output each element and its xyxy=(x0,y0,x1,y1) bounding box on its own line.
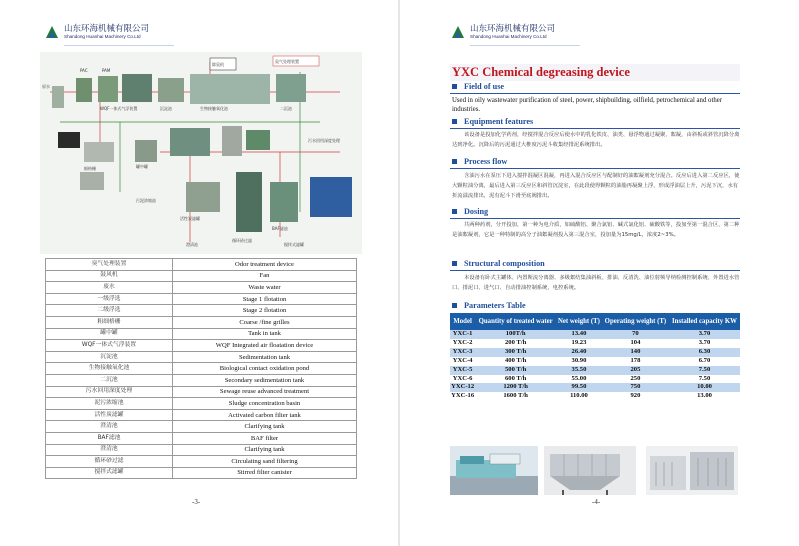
section-label: Parameters Table xyxy=(464,301,526,310)
table-row xyxy=(450,357,740,366)
logo-icon xyxy=(44,24,60,40)
section-parameters-table xyxy=(452,301,526,310)
legend-en-cell: Circulating sand filtering xyxy=(173,456,357,468)
legend-row xyxy=(46,374,357,386)
parameters-cell: YXC-5 xyxy=(450,366,475,375)
table-row xyxy=(450,392,740,401)
parameters-cell: 3.70 xyxy=(669,330,740,339)
bullet-square-icon xyxy=(452,159,457,164)
diagram-label: 澄清池 xyxy=(186,242,198,247)
parameters-cell: 920 xyxy=(602,392,669,401)
parameters-cell: 55.00 xyxy=(556,375,602,384)
parameters-header-cell: Quantity of treated water xyxy=(475,313,556,330)
legend-cn-cell: 搅拌式滤罐 xyxy=(46,467,173,479)
parameters-cell: 7.50 xyxy=(669,366,740,375)
parameters-cell: 178 xyxy=(602,357,669,366)
page-title: YXC Chemical degreasing device xyxy=(452,65,630,79)
parameters-cell: YXC-3 xyxy=(450,348,475,357)
parameters-cell: 100T/h xyxy=(475,330,556,339)
diagram-label: 循环砂过滤 xyxy=(232,238,252,243)
legend-en-cell: Coarse /fine grilles xyxy=(173,316,357,328)
section-label: Structural composition xyxy=(464,259,545,268)
field-of-use-text: Used in oily wastewater purification of steel, power, shipbuilding, oilfield, petrochemical and other industries. xyxy=(452,97,723,113)
diagram-label: 搅拌式滤罐 xyxy=(284,242,304,247)
legend-en-cell: BAF filter xyxy=(173,432,357,444)
parameters-cell: 300 T/h xyxy=(475,348,556,357)
legend-cn-cell: 粗细格栅 xyxy=(46,316,173,328)
diagram-label: 罐中罐 xyxy=(136,164,148,169)
legend-cn-cell: 泥污浓缩池 xyxy=(46,398,173,410)
product-photo-1 xyxy=(450,446,538,495)
legend-row xyxy=(46,270,357,282)
dosing-text: 共两种药剂，分开投加，第一种为电介质，如硫酸铝、聚合氯铝、碱式氯化铝、硫酸铁等，投加至第一混合区，第二种是油絮凝剂，它是一种特制的高分子油絮凝剂投入第三混合室，投加量为15mg/L，浓度2~3%。 xyxy=(452,222,740,238)
legend-cn-cell: 沉淀池 xyxy=(46,351,173,363)
legend-en-cell: Clarifying tank xyxy=(173,444,357,456)
parameters-cell: 30.90 xyxy=(556,357,602,366)
table-row xyxy=(450,375,740,384)
company-name-en: Shandong Huanhai Machinery Co.Ltd xyxy=(470,34,547,39)
diagram-label: 原水 xyxy=(42,84,50,89)
table-row xyxy=(450,339,740,348)
legend-cn-cell: 澄清池 xyxy=(46,421,173,433)
legend-en-cell: Stage 1 flotation xyxy=(173,293,357,305)
parameters-cell: YXC-6 xyxy=(450,375,475,384)
bullet-square-icon xyxy=(452,303,457,308)
legend-row xyxy=(46,456,357,468)
legend-row xyxy=(46,444,357,456)
legend-en-cell: Sludge concentration basin xyxy=(173,398,357,410)
legend-en-cell: Biological contact oxidation pond xyxy=(173,363,357,375)
parameters-header-cell: Net weight (T) xyxy=(556,313,602,330)
legend-row xyxy=(46,305,357,317)
bullet-square-icon xyxy=(452,261,457,266)
parameters-cell: YXC-1 xyxy=(450,330,475,339)
legend-en-cell: Stage 2 flotation xyxy=(173,305,357,317)
parameters-cell: 400 T/h xyxy=(475,357,556,366)
section-rule xyxy=(450,93,740,94)
legend-row xyxy=(46,386,357,398)
section-field-of-use xyxy=(452,82,504,91)
legend-row xyxy=(46,293,357,305)
legend-row xyxy=(46,432,357,444)
legend-cn-cell: BAF滤池 xyxy=(46,432,173,444)
legend-cn-cell: 污水回用深度处理 xyxy=(46,386,173,398)
company-name-en: Shandong Huanhai Machinery Co.Ltd xyxy=(64,34,141,39)
product-photo-2 xyxy=(544,446,636,495)
legend-en-cell: Secondary sedimentation tank xyxy=(173,374,357,386)
section-label: Process flow xyxy=(464,157,508,166)
page-number-left: -3- xyxy=(192,498,201,506)
legend-row xyxy=(46,282,357,294)
parameters-cell: 104 xyxy=(602,339,669,348)
section-rule xyxy=(450,128,740,129)
parameters-cell: 205 xyxy=(602,366,669,375)
legend-en-cell: Fan xyxy=(173,270,357,282)
parameters-header-cell: Installed capacity KW xyxy=(669,313,740,330)
logo-rule xyxy=(64,45,174,46)
process-flow-text: 含油污水在泵压下进入搅拌混凝区混凝，再进入混合反应区与配制好的油絮凝剂充分混合。反应后进入第二反应区，使大颗粒油分离，最后进入第三反应区和斜管沉淀室，在此段使得颗粒的油脂再凝聚上浮，形成浮油层上升，污泥下沉，水有折流溢流排出，泥有泥斗下滑至底阀排出。 xyxy=(452,173,740,199)
legend-cn-cell: 废水 xyxy=(46,282,173,294)
legend-row xyxy=(46,363,357,375)
section-equipment-features xyxy=(452,117,533,126)
parameters-cell: 3.70 xyxy=(669,339,740,348)
section-label: Dosing xyxy=(464,207,489,216)
legend-cn-cell: 澄清池 xyxy=(46,444,173,456)
section-label: Field of use xyxy=(464,82,505,91)
parameters-cell: 6.70 xyxy=(669,357,740,366)
legend-cn-cell: 二级浮选 xyxy=(46,305,173,317)
section-rule xyxy=(450,270,740,271)
legend-en-cell: Odor treatment device xyxy=(173,259,357,271)
logo-rule xyxy=(470,45,580,46)
diagram-label: 二沉池 xyxy=(280,106,292,111)
section-label: Equipment features xyxy=(464,117,534,126)
parameters-cell: 99.50 xyxy=(556,383,602,392)
section-process-flow xyxy=(452,157,507,166)
section-dosing xyxy=(452,207,488,216)
section-structural-composition xyxy=(452,259,545,268)
legend-cn-cell: 活性炭滤罐 xyxy=(46,409,173,421)
page-spine xyxy=(398,0,400,546)
table-row xyxy=(450,383,740,392)
parameters-cell: 200 T/h xyxy=(475,339,556,348)
legend-en-cell: WQF Integrated air floatation device xyxy=(173,340,357,352)
parameters-cell: 750 xyxy=(602,383,669,392)
diagram-label: PAC xyxy=(80,68,88,73)
parameters-cell: YXC-12 xyxy=(451,383,475,391)
legend-row xyxy=(46,398,357,410)
diagram-label: 沉淀池 xyxy=(160,106,172,111)
company-name-cn: 山东环海机械有限公司 xyxy=(64,24,150,34)
company-logo-right xyxy=(450,24,555,40)
diagram-label: 污水回用深度处理 xyxy=(308,138,340,143)
parameters-cell: 19.23 xyxy=(556,339,602,348)
legend-en-cell: Sewage reuse advanced treatment xyxy=(173,386,357,398)
legend-en-cell: Waste water xyxy=(173,282,357,294)
table-row xyxy=(450,330,740,339)
legend-cn-cell: 一级浮选 xyxy=(46,293,173,305)
legend-cn-cell: 鼓风机 xyxy=(46,270,173,282)
diagram-label: 除臭机 xyxy=(212,62,224,67)
parameters-cell: 1200 T/h xyxy=(475,383,556,392)
legend-cn-cell: 循环砂过滤 xyxy=(46,456,173,468)
parameters-cell: 70 xyxy=(602,330,669,339)
legend-cn-cell: 生物接触氧化池 xyxy=(46,363,173,375)
legend-row xyxy=(46,328,357,340)
equipment-features-text: 该设备是投加化学药剂，经搅拌混合反应后使水中的乳化铁皮、油类、悬浮物通过凝聚、絮凝，由斜板或斜管沉降分离达到净化。沉降后的污泥通过大椎度污泥斗收集经排泥系统排出。 xyxy=(452,132,740,148)
bullet-square-icon xyxy=(452,84,457,89)
bullet-square-icon xyxy=(452,119,457,124)
parameters-cell: 26.40 xyxy=(556,348,602,357)
process-diagram xyxy=(40,52,362,254)
parameters-cell: 600 T/h xyxy=(475,375,556,384)
diagram-label: 臭气处理装置 xyxy=(275,59,299,64)
legend-cn-cell: WQF一体式气浮装置 xyxy=(46,340,173,352)
company-logo-left xyxy=(44,24,149,40)
diagram-label: PAM xyxy=(102,68,111,73)
legend-en-cell: Stirred filter canister xyxy=(173,467,357,479)
section-rule xyxy=(450,168,740,169)
legend-row xyxy=(46,259,357,271)
diagram-label: 污泥浓缩池 xyxy=(136,198,156,203)
parameters-cell: 10.00 xyxy=(669,383,740,392)
parameters-cell: 7.50 xyxy=(669,375,740,384)
parameters-header-cell: Operating weight (T) xyxy=(602,313,669,330)
legend-row xyxy=(46,316,357,328)
parameters-cell: 35.50 xyxy=(556,366,602,375)
legend-row xyxy=(46,351,357,363)
parameters-header-cell: Model xyxy=(450,313,475,330)
legend-en-cell: Activated carbon filter tank xyxy=(173,409,357,421)
structural-composition-text: 本设备有卧式主罐体、内置斯流分离器、多级絮结集油斜板、排油、反清洗、油位射频导纳检测控制系统、外置进水管口、排泥口、进气口、自动排油控制系统、电控系统。 xyxy=(452,275,740,291)
legend-cn-cell: 臭气处理装置 xyxy=(46,259,173,271)
diagram-label: WQF一体式气浮装置 xyxy=(100,106,138,111)
legend-en-cell: Tank in tank xyxy=(173,328,357,340)
parameters-cell: YXC-2 xyxy=(450,339,475,348)
legend-row xyxy=(46,340,357,352)
logo-icon xyxy=(450,24,466,40)
legend-en-cell: Clarifying tank xyxy=(173,421,357,433)
legend-cn-cell: 罐中罐 xyxy=(46,328,173,340)
parameters-cell: YXC-4 xyxy=(450,357,475,366)
parameters-cell: YXC-16 xyxy=(451,392,475,400)
parameters-cell: 1600 T/h xyxy=(475,392,556,401)
parameters-cell: 13.00 xyxy=(669,392,740,401)
page-number-right: -4- xyxy=(592,498,601,506)
legend-cn-cell: 二沉池 xyxy=(46,374,173,386)
legend-row xyxy=(46,467,357,479)
diagram-label: BAF滤池 xyxy=(272,226,288,231)
legend-row xyxy=(46,409,357,421)
parameters-cell: 250 xyxy=(602,375,669,384)
legend-en-cell: Sedimentation tank xyxy=(173,351,357,363)
company-name-cn: 山东环海机械有限公司 xyxy=(470,24,556,34)
table-row xyxy=(450,366,740,375)
parameters-table xyxy=(450,313,740,401)
parameters-cell: 6.30 xyxy=(669,348,740,357)
diagram-label: 细格栅 xyxy=(84,166,96,171)
diagram-label: 活性炭滤罐 xyxy=(180,216,200,221)
diagram-label: 生物接触氧化池 xyxy=(200,106,228,111)
table-row xyxy=(450,348,740,357)
parameters-cell: 140 xyxy=(602,348,669,357)
section-rule xyxy=(450,218,740,219)
legend-table xyxy=(45,258,357,479)
legend-row xyxy=(46,421,357,433)
parameters-cell: 110.00 xyxy=(556,392,602,401)
product-photo-3 xyxy=(646,446,738,495)
parameters-cell: 13.40 xyxy=(556,330,602,339)
parameters-cell: 500 T/h xyxy=(475,366,556,375)
bullet-square-icon xyxy=(452,209,457,214)
